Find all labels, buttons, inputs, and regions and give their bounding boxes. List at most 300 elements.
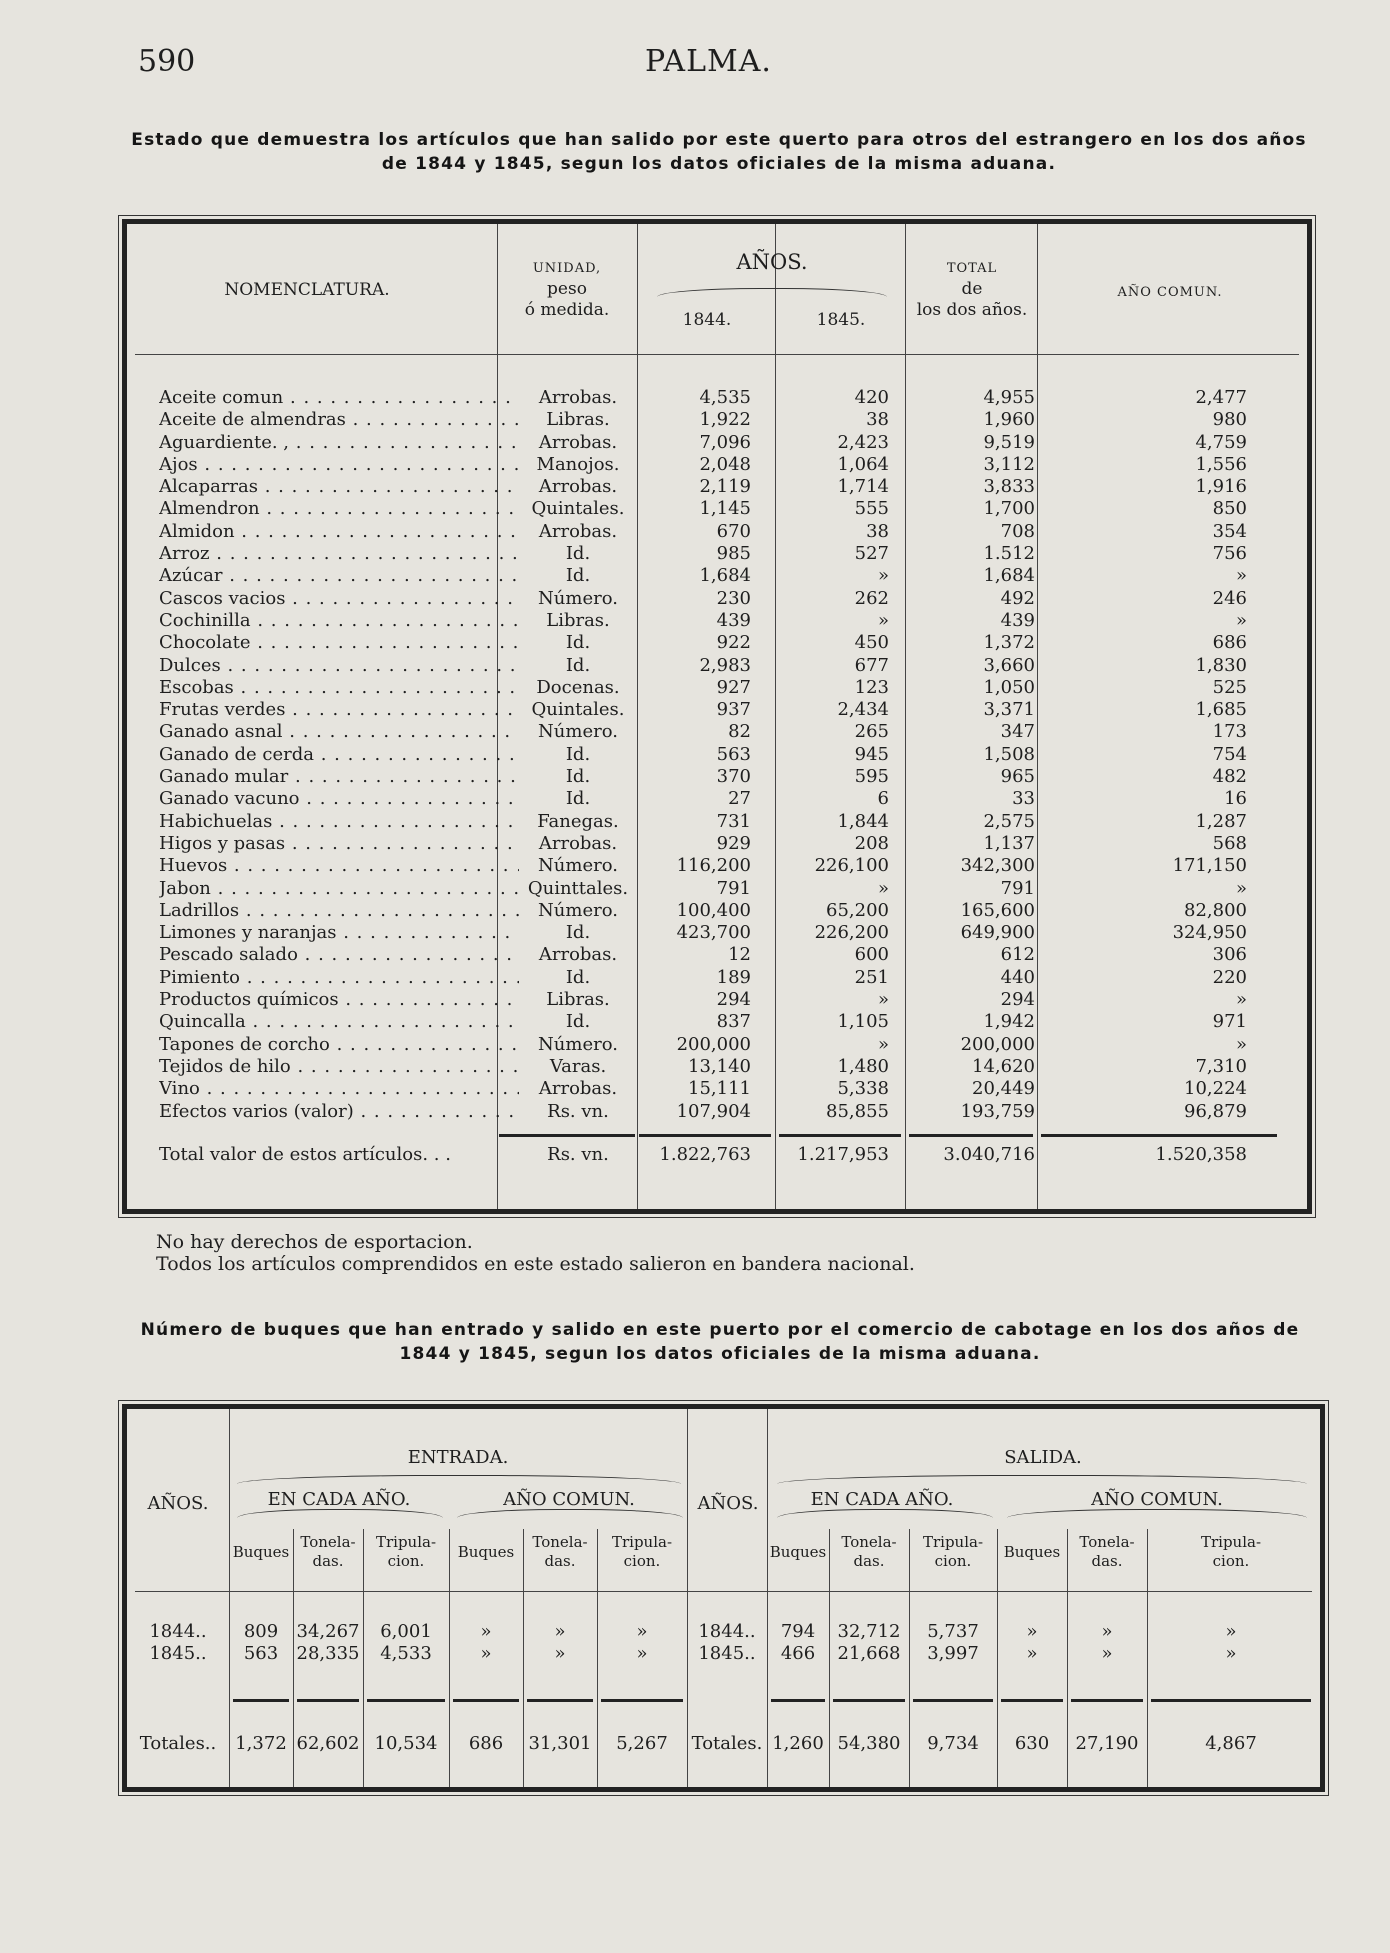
value-1844: 439 — [716, 609, 751, 631]
ships-cell-e_crew: 4,533 — [380, 1643, 432, 1664]
item-name: Aceite de almendras . . . — [159, 409, 519, 431]
value-average: » — [1235, 609, 1247, 631]
ships-total-year2: Totales. — [691, 1733, 763, 1754]
header-nomenclature: NOMENCLATURA. — [224, 280, 390, 300]
page-number: 590 — [138, 44, 196, 79]
value-1845: 265 — [854, 721, 889, 743]
ships-cell-sc_tons: » — [1101, 1621, 1113, 1642]
value-total: 193,759 — [960, 1100, 1035, 1122]
value-1844: 922 — [716, 632, 751, 654]
item-unit: Id. — [565, 565, 591, 587]
header-1844: 1844. — [682, 310, 732, 330]
table-row — [127, 1101, 1307, 1123]
value-1845: 5,338 — [837, 1078, 889, 1100]
table-row — [127, 677, 1307, 699]
item-unit: Libras. — [546, 609, 610, 631]
value-1845: 123 — [854, 676, 889, 698]
salida-each-year: EN CADA AÑO. — [810, 1489, 954, 1510]
value-average: 246 — [1212, 587, 1247, 609]
item-name: Habichuelas . . . — [159, 811, 519, 833]
item-name: Tejidos de hilo . . . — [159, 1056, 519, 1078]
value-total: 347 — [1000, 721, 1035, 743]
value-1845: » — [877, 609, 889, 631]
value-1844: 13,140 — [688, 1055, 751, 1077]
value-1844: 791 — [716, 877, 751, 899]
table-row — [127, 409, 1307, 431]
item-unit: Arrobas. — [538, 431, 618, 453]
total-average: 1.520,358 — [1155, 1144, 1247, 1165]
value-1845: 38 — [866, 520, 889, 542]
value-1845: 420 — [854, 387, 889, 408]
value-average: 754 — [1212, 743, 1247, 765]
table-row — [127, 521, 1307, 543]
value-1845: 226,100 — [814, 855, 889, 877]
item-unit: Quintales. — [531, 498, 625, 520]
ships-header-years-entrada: AÑOS. — [147, 1493, 209, 1514]
value-1845: 1,714 — [837, 476, 889, 498]
table-row — [127, 432, 1307, 454]
export-table-caption: Estado que demuestra los artículos que han salido por este querto para otros del estrangero en los dos años de 1844 y 1845, segun los datos oficiales de la misma aduana. — [131, 130, 1307, 174]
ships-cell-e_tons: 34,267 — [296, 1621, 360, 1642]
value-total: 791 — [1000, 877, 1035, 899]
value-total: 3,833 — [983, 476, 1035, 498]
value-1844: 1,145 — [699, 498, 751, 520]
ships-cell-e_ships: 809 — [243, 1621, 279, 1642]
value-average: 568 — [1212, 832, 1247, 854]
value-1844: 563 — [716, 743, 751, 765]
item-unit: Id. — [565, 922, 591, 944]
item-unit: Id. — [565, 1011, 591, 1033]
item-name: Ganado de cerda . . . — [159, 744, 519, 766]
table-row — [127, 878, 1307, 900]
value-average: 971 — [1212, 1011, 1247, 1033]
ships-total-ec_crew: 5,267 — [616, 1733, 668, 1754]
value-1844: 230 — [716, 587, 751, 609]
ships-total-s_crew: 9,734 — [927, 1733, 979, 1754]
ships-cell-year2: 1844.. — [698, 1621, 756, 1642]
value-average: 220 — [1212, 966, 1247, 988]
ships-cell-year: 1845.. — [149, 1643, 207, 1664]
table-row — [127, 632, 1307, 654]
subheader-ships: Buques — [769, 1543, 827, 1561]
value-total: 1,372 — [983, 632, 1035, 654]
value-total: 649,900 — [960, 922, 1035, 944]
ships-cell-ec_crew: » — [636, 1643, 648, 1664]
ships-cell-sc_crew: » — [1225, 1643, 1237, 1664]
export-table — [122, 219, 1312, 1214]
value-total: 965 — [1000, 766, 1035, 788]
value-average: 7,310 — [1195, 1055, 1247, 1077]
table-row — [127, 721, 1307, 743]
item-name: Cochinilla . . . — [159, 610, 519, 632]
total-both: 3.040,716 — [943, 1144, 1035, 1165]
value-1844: 200,000 — [676, 1033, 751, 1055]
item-unit: Id. — [565, 654, 591, 676]
subheader-crew: Tripula- cion. — [922, 1533, 984, 1570]
subheader-ships: Buques — [232, 1543, 290, 1561]
value-1845: 38 — [866, 409, 889, 431]
value-total: 342,300 — [960, 855, 1035, 877]
value-total: 294 — [1000, 989, 1035, 1011]
value-1845: 65,200 — [826, 899, 889, 921]
item-unit: Id. — [565, 743, 591, 765]
item-name: Pescado salado . . . — [159, 944, 519, 966]
ships-cell-year2: 1845.. — [698, 1643, 756, 1664]
value-1845: 945 — [854, 743, 889, 765]
value-1845: 2,423 — [837, 431, 889, 453]
value-1844: 2,983 — [699, 654, 751, 676]
item-unit: Docenas. — [536, 676, 620, 698]
value-total: 1,508 — [983, 743, 1035, 765]
subheader-crew: Tripula- cion. — [611, 1533, 673, 1570]
table-row — [127, 454, 1307, 476]
item-unit: Arrobas. — [538, 1078, 618, 1100]
value-average: 4,759 — [1195, 431, 1247, 453]
ships-cell-s_ships: 794 — [780, 1621, 816, 1642]
ships-cell-sc_crew: » — [1225, 1621, 1237, 1642]
table-row — [127, 788, 1307, 810]
ships-cell-ec_crew: » — [636, 1621, 648, 1642]
ships-header-salida: SALIDA. — [1004, 1447, 1082, 1468]
table-row — [127, 744, 1307, 766]
item-unit: Arrobas. — [538, 387, 618, 408]
item-name: Ajos . . . — [159, 454, 519, 476]
table-row — [127, 387, 1307, 409]
item-name: Frutas verdes . . . — [159, 699, 519, 721]
value-1845: 2,434 — [837, 699, 889, 721]
value-average: 2,477 — [1195, 387, 1247, 408]
value-1844: 294 — [716, 989, 751, 1011]
value-total: 2,575 — [983, 810, 1035, 832]
value-1844: 985 — [716, 543, 751, 565]
table-row — [127, 498, 1307, 520]
value-average: 850 — [1212, 498, 1247, 520]
table-row — [127, 699, 1307, 721]
ships-cell-sc_tons: » — [1101, 1643, 1113, 1664]
table-row — [127, 565, 1307, 587]
item-unit: Arrobas. — [538, 832, 618, 854]
page-title: PALMA. — [645, 44, 772, 79]
export-rows — [127, 387, 1307, 1123]
item-name: Higos y pasas . . . — [159, 833, 519, 855]
value-1844: 929 — [716, 832, 751, 854]
value-1844: 189 — [716, 966, 751, 988]
table-row — [127, 833, 1307, 855]
salida-common-year: AÑO COMUN. — [1091, 1489, 1223, 1510]
value-1845: 6 — [877, 788, 889, 810]
value-1844: 937 — [716, 699, 751, 721]
value-1844: 100,400 — [676, 899, 751, 921]
subheader-tons: Tonela- das. — [532, 1533, 588, 1570]
item-name: Pimiento . . . — [159, 967, 519, 989]
value-1845: » — [877, 877, 889, 899]
value-total: 3,660 — [983, 654, 1035, 676]
ships-cell-s_ships: 466 — [780, 1643, 816, 1664]
value-1845: 595 — [854, 766, 889, 788]
value-total: 20,449 — [972, 1078, 1035, 1100]
total-1845: 1.217,953 — [797, 1144, 889, 1165]
item-unit: Arrobas. — [538, 476, 618, 498]
item-unit: Id. — [565, 788, 591, 810]
item-name: Alcaparras . . . — [159, 476, 519, 498]
item-unit: Libras. — [546, 989, 610, 1011]
table-row — [127, 655, 1307, 677]
table-row — [127, 1078, 1307, 1100]
value-average: 354 — [1212, 520, 1247, 542]
ships-cell-ec_tons: » — [554, 1621, 566, 1642]
item-unit: Quinttales. — [527, 877, 629, 899]
entrada-each-year: EN CADA AÑO. — [267, 1489, 411, 1510]
entrada-common-year: AÑO COMUN. — [503, 1489, 635, 1510]
value-total: 439 — [1000, 609, 1035, 631]
value-total: 492 — [1000, 587, 1035, 609]
value-total: 3,371 — [983, 699, 1035, 721]
ships-total-sc_ships: 630 — [1014, 1733, 1050, 1754]
item-unit: Id. — [565, 632, 591, 654]
item-name: Escobas . . . — [159, 677, 519, 699]
value-1845: 1,480 — [837, 1055, 889, 1077]
value-1845: 208 — [854, 832, 889, 854]
value-average: 980 — [1212, 409, 1247, 431]
item-name: Huevos . . . — [159, 855, 519, 877]
item-unit: Varas. — [549, 1055, 607, 1077]
value-1845: » — [877, 565, 889, 587]
ships-cell-s_crew: 5,737 — [927, 1621, 979, 1642]
ships-table-caption: Número de buques que han entrado y salido en este puerto por el comercio de cabotage en los dos años de 1844 y 1845, segun los datos oficiales de la misma aduana. — [140, 1320, 1300, 1364]
item-name: Jabon . . . — [159, 878, 519, 900]
item-unit: Arrobas. — [538, 944, 618, 966]
total-label: Total valor de estos artículos. . . — [159, 1144, 451, 1165]
table-row — [127, 610, 1307, 632]
value-average: 1,685 — [1195, 699, 1247, 721]
table-row — [127, 811, 1307, 833]
value-average: » — [1235, 989, 1247, 1011]
total-unit: Rs. vn. — [547, 1144, 609, 1165]
value-average: 173 — [1212, 721, 1247, 743]
value-1844: 82 — [728, 721, 751, 743]
ships-total-e_tons: 62,602 — [296, 1733, 360, 1754]
value-average: 324,950 — [1172, 922, 1247, 944]
table-row — [127, 855, 1307, 877]
total-1844: 1.822,763 — [659, 1144, 751, 1165]
ships-header-years-salida: AÑOS. — [697, 1493, 759, 1514]
item-unit: Libras. — [546, 409, 610, 431]
value-average: 96,879 — [1184, 1100, 1247, 1122]
value-1844: 7,096 — [699, 431, 751, 453]
value-1845: 1,105 — [837, 1011, 889, 1033]
value-total: 4,955 — [983, 387, 1035, 408]
ships-total-sc_crew: 4,867 — [1205, 1733, 1257, 1754]
ships-table — [122, 1404, 1325, 1792]
ships-cell-sc_ships: » — [1026, 1621, 1038, 1642]
item-unit: Id. — [565, 543, 591, 565]
item-name: Almendron . . . — [159, 498, 519, 520]
value-total: 200,000 — [960, 1033, 1035, 1055]
value-1845: 1,844 — [837, 810, 889, 832]
subheader-crew: Tripula- cion. — [375, 1533, 437, 1570]
ships-cell-sc_ships: » — [1026, 1643, 1038, 1664]
item-name: Ladrillos . . . — [159, 900, 519, 922]
value-average: » — [1235, 565, 1247, 587]
value-total: 9,519 — [983, 431, 1035, 453]
ships-total-s_ships: 1,260 — [772, 1733, 824, 1754]
value-average: 482 — [1212, 766, 1247, 788]
item-unit: Id. — [565, 966, 591, 988]
item-name: Chocolate . . . — [159, 632, 519, 654]
value-1845: 262 — [854, 587, 889, 609]
value-1844: 1,684 — [699, 565, 751, 587]
value-average: 525 — [1212, 676, 1247, 698]
item-name: Productos químicos . . . — [159, 989, 519, 1011]
ships-total-e_ships: 1,372 — [235, 1733, 287, 1754]
table-row — [127, 1034, 1307, 1056]
item-name: Azúcar . . . — [159, 565, 519, 587]
value-1845: 251 — [854, 966, 889, 988]
header-years: AÑOS. — [736, 250, 808, 274]
value-average: 1,287 — [1195, 810, 1247, 832]
value-total: 3,112 — [983, 453, 1035, 475]
subheader-tons: Tonela- das. — [841, 1533, 897, 1570]
item-name: Tapones de corcho . . . — [159, 1034, 519, 1056]
value-average: 82,800 — [1184, 899, 1247, 921]
value-total: 1,684 — [983, 565, 1035, 587]
value-average: 16 — [1224, 788, 1247, 810]
value-1844: 15,111 — [688, 1078, 751, 1100]
table-row — [127, 967, 1307, 989]
note-national-flag: Todos los artículos comprendidos en este estado salieron en bandera nacional. — [156, 1253, 915, 1275]
value-average: 1,916 — [1195, 476, 1247, 498]
table-row — [127, 922, 1307, 944]
table-row — [127, 588, 1307, 610]
item-name: Aceite comun . . . — [159, 387, 519, 409]
item-unit: Manojos. — [536, 453, 620, 475]
value-average: » — [1235, 1033, 1247, 1055]
value-1845: 226,200 — [814, 922, 889, 944]
value-1844: 927 — [716, 676, 751, 698]
ships-cell-e_crew: 6,001 — [380, 1621, 432, 1642]
value-1844: 107,904 — [676, 1100, 751, 1122]
value-1844: 4,535 — [699, 387, 751, 408]
item-name: Ganado vacuno . . . — [159, 788, 519, 810]
value-total: 1,700 — [983, 498, 1035, 520]
item-unit: Número. — [538, 721, 618, 743]
item-name: Aguardiente. , . . . — [159, 432, 519, 454]
value-1844: 116,200 — [676, 855, 751, 877]
ships-cell-year: 1844.. — [149, 1621, 207, 1642]
ships-total-sc_tons: 27,190 — [1075, 1733, 1139, 1754]
value-1845: 600 — [854, 944, 889, 966]
value-1844: 370 — [716, 766, 751, 788]
header-1845: 1845. — [816, 310, 866, 330]
table-row — [127, 476, 1307, 498]
ships-cell-e_ships: 563 — [243, 1643, 279, 1664]
value-average: 1,556 — [1195, 453, 1247, 475]
value-total: 612 — [1000, 944, 1035, 966]
value-average: 756 — [1212, 543, 1247, 565]
item-name: Efectos varios (valor) . . . — [159, 1101, 519, 1123]
value-1844: 2,048 — [699, 453, 751, 475]
value-1844: 12 — [728, 944, 751, 966]
value-total: 14,620 — [972, 1055, 1035, 1077]
item-unit: Rs. vn. — [547, 1100, 609, 1122]
item-name: Vino . . . — [159, 1078, 519, 1100]
value-1845: 677 — [854, 654, 889, 676]
value-1845: » — [877, 1033, 889, 1055]
table-row — [127, 900, 1307, 922]
header-unit: UNIDAD, peso ó medida. — [524, 261, 610, 320]
ships-total-ec_ships: 686 — [468, 1733, 504, 1754]
ships-cell-e_tons: 28,335 — [296, 1643, 360, 1664]
value-average: 10,224 — [1184, 1078, 1247, 1100]
value-total: 1.512 — [983, 543, 1035, 565]
item-name: Quincalla . . . — [159, 1011, 519, 1033]
ships-cell-ec_ships: » — [480, 1621, 492, 1642]
ships-header-entrada: ENTRADA. — [407, 1447, 509, 1468]
item-unit: Fanegas. — [537, 810, 619, 832]
ships-cell-s_tons: 21,668 — [837, 1643, 901, 1664]
value-total: 165,600 — [960, 899, 1035, 921]
subheader-tons: Tonela- das. — [1079, 1533, 1135, 1570]
value-total: 1,137 — [983, 832, 1035, 854]
value-1844: 670 — [716, 520, 751, 542]
item-unit: Número. — [538, 587, 618, 609]
table-row — [127, 1011, 1307, 1033]
value-total: 1,942 — [983, 1011, 1035, 1033]
ships-total-s_tons: 54,380 — [837, 1733, 901, 1754]
value-total: 1,050 — [983, 676, 1035, 698]
item-unit: Número. — [538, 899, 618, 921]
value-1845: 450 — [854, 632, 889, 654]
value-1845: » — [877, 989, 889, 1011]
item-name: Limones y naranjas . . . — [159, 922, 519, 944]
ships-total-e_crew: 10,534 — [374, 1733, 438, 1754]
value-total: 33 — [1012, 788, 1035, 810]
value-1844: 2,119 — [699, 476, 751, 498]
value-1845: 527 — [854, 543, 889, 565]
value-1844: 27 — [728, 788, 751, 810]
value-total: 1,960 — [983, 409, 1035, 431]
item-name: Dulces . . . — [159, 655, 519, 677]
note-export-duties: No hay derechos de esportacion. — [156, 1231, 473, 1253]
value-average: » — [1235, 877, 1247, 899]
subheader-tons: Tonela- das. — [300, 1533, 356, 1570]
item-unit: Número. — [538, 855, 618, 877]
table-row — [127, 989, 1307, 1011]
ships-total-ec_tons: 31,301 — [528, 1733, 592, 1754]
table-row — [127, 766, 1307, 788]
value-1845: 85,855 — [826, 1100, 889, 1122]
subheader-ships: Buques — [1003, 1543, 1061, 1561]
header-total: TOTAL de los dos años. — [916, 261, 1028, 320]
item-unit: Quintales. — [531, 699, 625, 721]
value-1844: 731 — [716, 810, 751, 832]
ships-cell-ec_ships: » — [480, 1643, 492, 1664]
value-total: 708 — [1000, 520, 1035, 542]
subheader-crew: Tripula- cion. — [1200, 1533, 1262, 1570]
subheader-ships: Buques — [457, 1543, 515, 1561]
value-average: 686 — [1212, 632, 1247, 654]
table-row — [127, 944, 1307, 966]
item-name: Arroz . . . — [159, 543, 519, 565]
value-1845: 1,064 — [837, 453, 889, 475]
value-total: 440 — [1000, 966, 1035, 988]
item-unit: Arrobas. — [538, 520, 618, 542]
header-average: AÑO COMUN. — [1117, 285, 1223, 300]
value-average: 306 — [1212, 944, 1247, 966]
table-row — [127, 1056, 1307, 1078]
item-unit: Número. — [538, 1033, 618, 1055]
value-average: 171,150 — [1172, 855, 1247, 877]
